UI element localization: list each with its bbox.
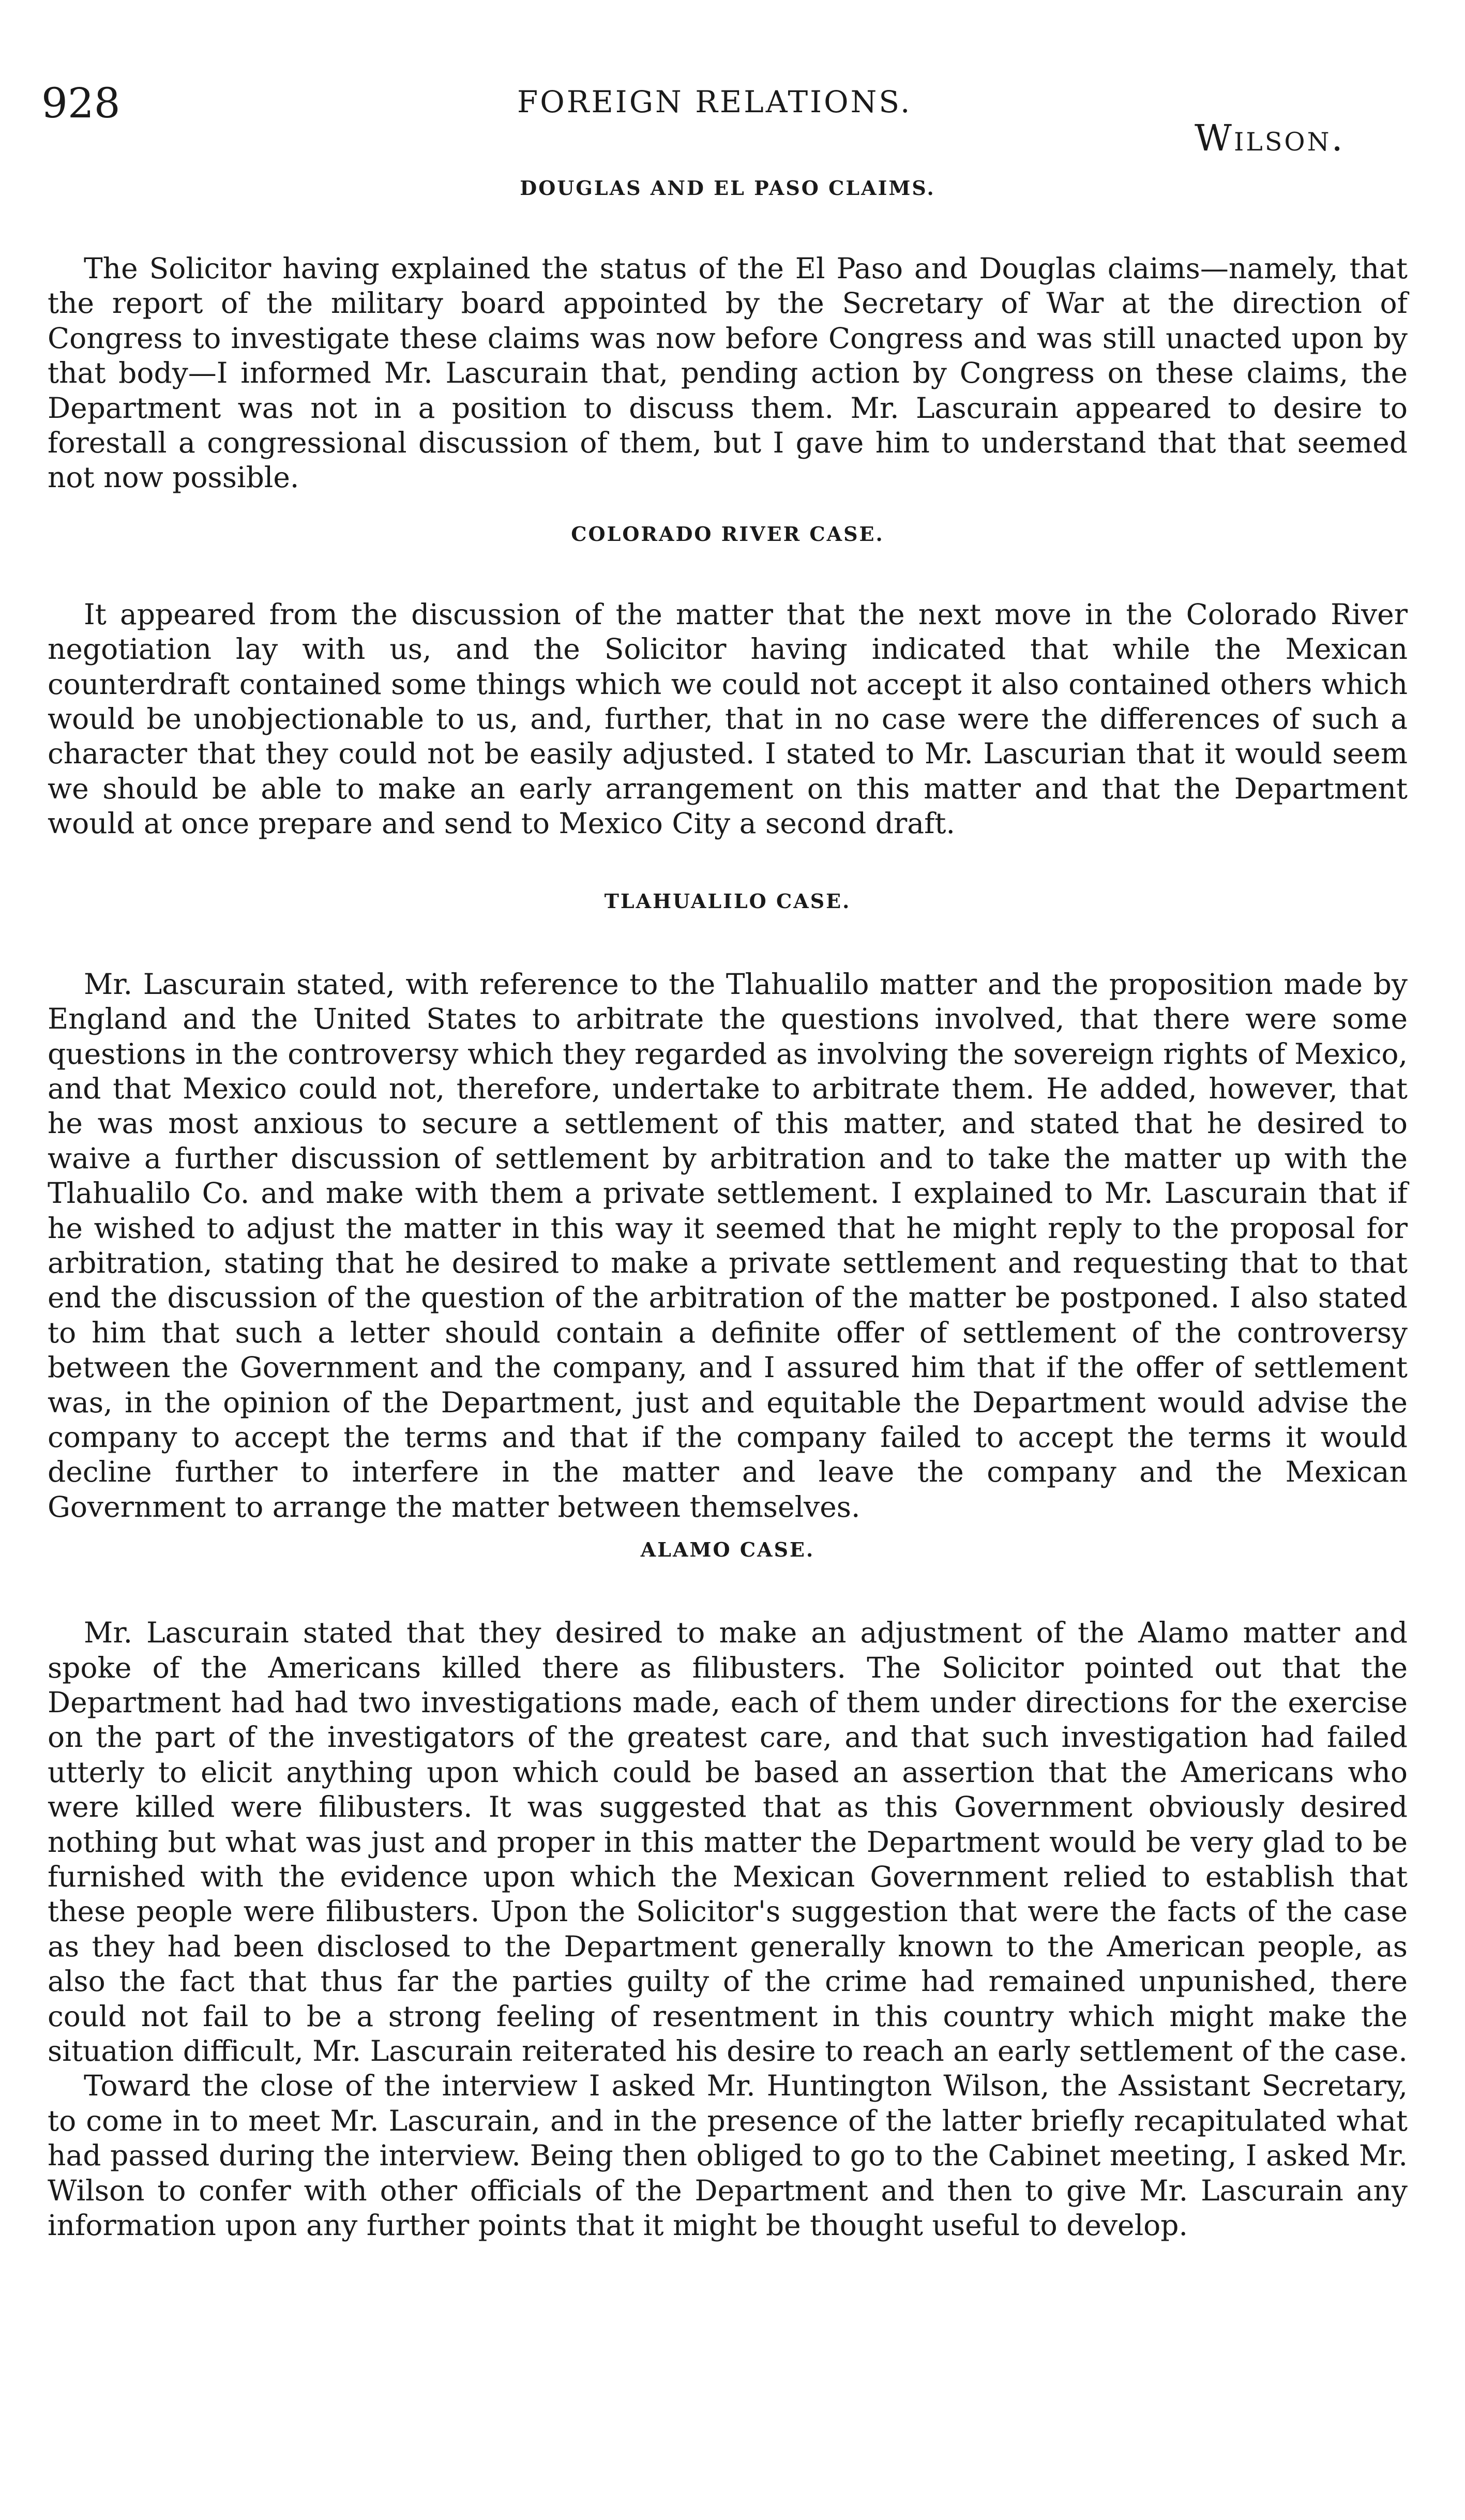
section-heading-alamo: ALAMO CASE. — [640, 1538, 815, 1562]
section-heading-tlahualilo: TLAHUALILO CASE. — [604, 889, 851, 913]
paragraph-tlahualilo: Mr. Lascurain stated, with reference to the Tlahualilo matter and the proposition made by England and the United States to arbitrate the questions involved, that there were some questions in the controversy which they regarded as involving the sovereign rights of Mexico, and that Mexico could not, therefore, undertake to arbitrate them. He added, however, that he was most anxious to secure a settlement of this matter, and stated that he desired to waive a further discussion of settlement by arbitration and to take the matter up with the Tlahualilo Co. and make with them a private settlement. I explained to Mr. Lascurain that if he wished to adjust the matter in this way it seemed that he might reply to the proposal for arbitration, stating that he desired to make a private settlement and requesting that to that end the discussion of the question of the arbitration of the matter be postponed. I also stated to him that such a letter should contain a definite offer of settlement of the controversy between the Government and the company, and I assured him that if the offer of settlement was, in the opinion of the Department, just and equitable the Department would advise the company to accept the terms and that if the company failed to accept the terms it would decline further to interfere in the matter and leave the company and the Mexican Government to arrange the matter between themselves. — [48, 967, 1408, 1523]
section-heading-douglas: DOUGLAS AND EL PASO CLAIMS. — [520, 176, 935, 200]
paragraph-alamo: Mr. Lascurain stated that they desired to make an adjustment of the Alamo matter and spoke of the Americans killed there as filibusters. The Solicitor pointed out that the Department had had two investigations made, each of them under directions for the exercise on the part of the investigators of the greatest care, and that such investigation had failed utterly to elicit anything upon which could be based an assertion that the Americans who were killed were filibusters. It was suggested that as this Government obviously desired nothing but what was just and proper in this matter the Department would be very glad to be furnished with the evidence upon which the Mexican Government relied to establish that these people were filibusters. Upon the Solicitor's suggestion that were the facts of the case as they had been disclosed to the Department generally known to the American people, as also the fact that thus far the parties guilty of the crime had remained unpunished, there could not fail to be a strong feeling of resentment in this country which might make the situation difficult, Mr. Lascurain reiterated his desire to reach an early settlement of the case. — [48, 1616, 1408, 2068]
section-heading-colorado: COLORADO RIVER CASE. — [571, 522, 884, 546]
paragraph-colorado: It appeared from the discussion of the matter that the next move in the Colorado River negotiation lay with us, and the Solicitor having indicated that while the Mexican counterdraft contained some things which we could not accept it also contained others which would be unobjectionable to us, and, further, that in no case were the differences of such a character that they could not be easily adjusted. I stated to Mr. Lascurian that it would seem we should be able to make an early arrangement on this matter and that the Department would at once prepare and send to Mexico City a second draft. — [48, 597, 1408, 840]
side-name: Wilson. — [1195, 117, 1345, 159]
paragraph-douglas: The Solicitor having explained the status of the El Paso and Douglas claims—namely, that the report of the military board appointed by the Secretary of War at the direction of Congress to investigate these claims was now before Congress and was still unacted upon by that body—I informed Mr. Lascurain that, pending action by Congress on these claims, the Department was not in a position to discuss them. Mr. Lascurain appeared to desire to forestall a congressional discussion of them, but I gave him to understand that that seemed not now possible. — [48, 252, 1408, 494]
page-number: 928 — [41, 79, 120, 127]
body-text — [48, 171, 1408, 2243]
running-head: FOREIGN RELATIONS. — [517, 84, 912, 119]
paragraph-closing: Toward the close of the interview I asked Mr. Huntington Wilson, the Assistant Secretary, to come in to meet Mr. Lascurain, and in the presence of the latter briefly recapitulated what had passed during the interview. Being then obliged to go to the Cabinet meeting, I asked Mr. Wilson to confer with other officials of the Department and then to give Mr. Lascurain any information upon any further points that it might be thought useful to develop. — [48, 2069, 1408, 2242]
